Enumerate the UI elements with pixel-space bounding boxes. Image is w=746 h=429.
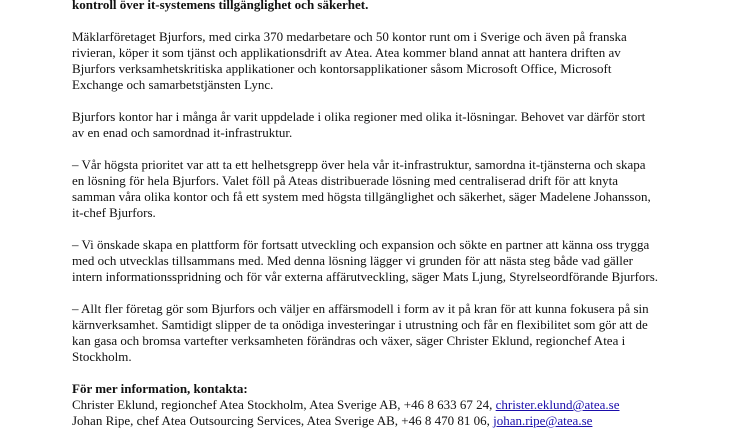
contact-text: Christer Eklund, regionchef Atea Stockholm, Atea Sverige AB, +46 8 633 67 24, [72,397,496,412]
contact-line-ripe [72,413,672,429]
text-line: kärnverksamhet. Samtidigt slipper de ta onödiga investeringar i utrustning och får en flexibilitet som gör att de [72,317,648,332]
text-line: – Vi önskade skapa en plattform för fortsatt utveckling och expansion och sökte en partner att känna oss trygga [72,237,650,252]
document-page [72,0,672,429]
text-line: Bjurfors kontor har i många år varit uppdelade i olika regioner med olika it-lösningar. Behovet var därför stort [72,109,646,124]
paragraph-intro [72,29,672,93]
text-line: Bjurfors verksamhetskritiska applikationer och kontorsapplikationer såsom Microsoft Office, Microsoft [72,61,612,76]
paragraph-quote-ljung [72,237,672,285]
text-line: intern informationsspridning och för vår externa affärutveckling, säger Mats Ljung, Styrelseordförande Bjurfors. [72,269,659,284]
email-link-eklund[interactable]: christer.eklund@atea.se [495,397,620,412]
text-line: av en enad och samordnad it-infrastruktur. [72,125,293,140]
contact-section [72,381,672,429]
text-line: Exchange och samarbetstjänsten Lync. [72,77,274,92]
email-link-ripe[interactable]: johan.ripe@atea.se [493,413,593,428]
text-line: en lösning för hela Bjurfors. Valet föll på Ateas distribuerade lösning med centraliserad drift för att knyta [72,173,618,188]
text-line: Mäklarföretaget Bjurfors, med cirka 370 medarbetare och 50 kontor runt om i Sverige och även på franska [72,29,627,44]
lead-line: kontroll över it-systemens tillgänglighet och säkerhet. [72,0,369,12]
paragraph-quote-eklund [72,301,672,365]
text-line: – Vår högsta prioritet var att ta ett helhetsgrepp över hela vår it-infrastruktur, samordna it-tjänsterna och skapa [72,157,646,172]
text-line: – Allt fler företag gör som Bjurfors och väljer en affärsmodell i form av it på kran för att kunna fokusera på sin [72,301,649,316]
text-line: Stockholm. [72,349,132,364]
paragraph-background [72,109,672,141]
text-line: it-chef Bjurfors. [72,205,156,220]
paragraph-quote-johansson [72,157,672,221]
contact-text: Johan Ripe, chef Atea Outsourcing Services, Atea Sverige AB, +46 8 470 81 06, [72,413,494,428]
text-line: med och utvecklas tillsammans med. Med denna lösning lägger vi grunden för att nästa steg både vad gäller [72,253,634,268]
text-line: samman våra olika kontor och få ett system med högsta tillgänglighet och säkerhet, säger Madelene Johansson, [72,189,651,204]
text-line: rivieran, köper it som tjänst och applikationsdrift av Atea. Atea kommer bland annat att hantera driften av [72,45,621,60]
contact-line-eklund [72,397,672,413]
contact-heading: För mer information, kontakta: [72,381,248,396]
text-line: kan gasa och bromsa vartefter verksamheten förändras och växer, säger Christer Eklund, regionchef Atea i [72,333,626,348]
